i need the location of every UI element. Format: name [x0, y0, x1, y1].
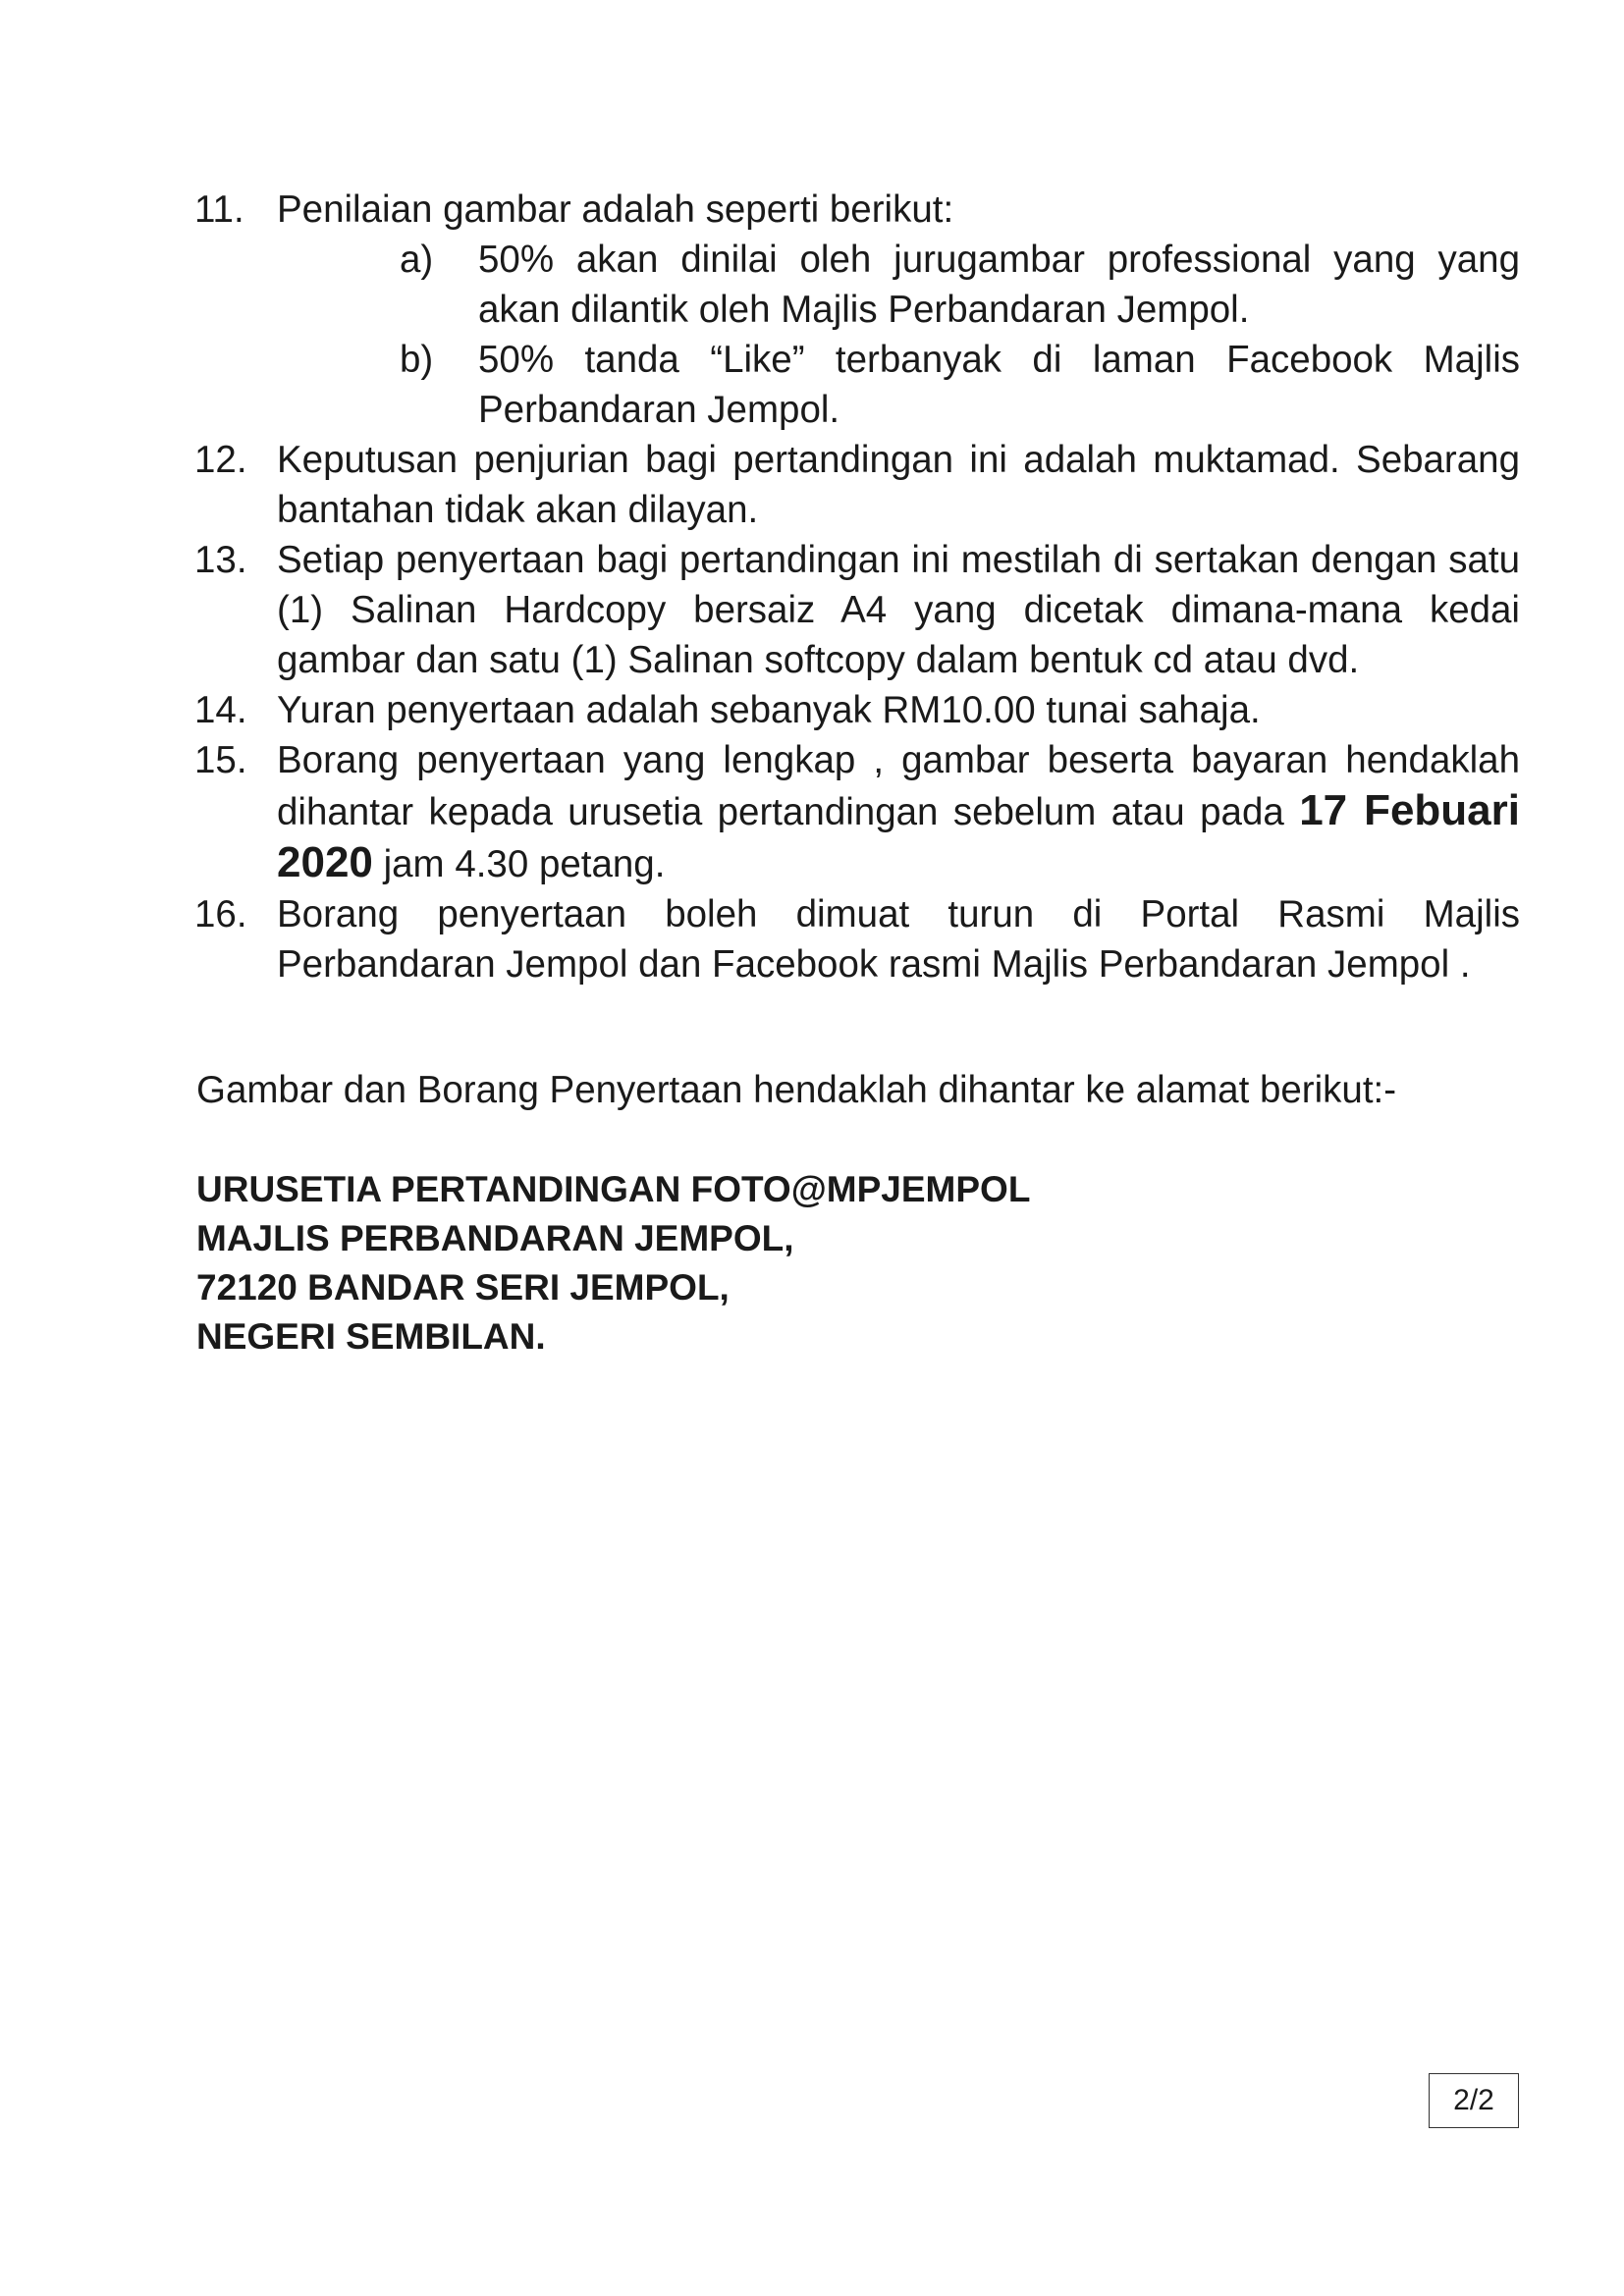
item-text-after: jam 4.30 petang. — [372, 843, 666, 885]
item-text: Keputusan penjurian bagi pertandingan ini adalah muktamad. Sebarang bantahan tidak akan dilayan. — [277, 439, 1520, 531]
sub-item-text: 50% akan dinilai oleh jurugambar professional yang yang akan dilantik oleh Majlis Perbandaran Jempol. — [478, 239, 1520, 331]
item-text: Setiap penyertaan bagi pertandingan ini mestilah di sertakan dengan satu (1) Salinan Hardcopy bersaiz A4 yang dicetak dimana-mana kedai gambar dan satu (1) Salinan softcopy dalam bentuk cd atau dvd. — [277, 539, 1520, 681]
item-text — [277, 735, 1520, 889]
list-item-14 — [194, 685, 1520, 735]
item-number: 11. — [194, 188, 244, 231]
item-number: 12. — [194, 439, 247, 481]
list-item-16 — [194, 889, 1520, 989]
rules-list — [194, 185, 1520, 989]
page-number: 2/2 — [1429, 2073, 1519, 2128]
mailing-address — [196, 1165, 1030, 1362]
item-text-before: Borang penyertaan yang lengkap , gambar beserta bayaran hendaklah dihantar kepada urusetia pertandingan sebelum atau pada — [277, 739, 1520, 833]
address-line: MAJLIS PERBANDARAN JEMPOL, — [196, 1218, 794, 1258]
item-text: Yuran penyertaan adalah sebanyak RM10.00 tunai sahaja. — [277, 689, 1261, 731]
item-text: Penilaian gambar adalah seperti berikut: — [277, 188, 954, 231]
instruction-text: Gambar dan Borang Penyertaan hendaklah dihantar ke alamat berikut:- — [196, 1069, 1397, 1111]
list-item-15 — [194, 735, 1520, 889]
sub-item-b — [400, 335, 1520, 435]
item-number: 16. — [194, 893, 247, 935]
sub-item-letter: b) — [400, 339, 434, 381]
sub-item-text: 50% tanda “Like” terbanyak di laman Facebook Majlis Perbandaran Jempol. — [478, 339, 1520, 431]
sub-list — [277, 235, 1520, 435]
list-item-11 — [194, 185, 1520, 435]
deadline-date: 17 Febuari 2020 — [277, 786, 1520, 886]
item-number: 15. — [194, 739, 247, 781]
sub-item-a — [400, 235, 1520, 335]
item-text: Borang penyertaan boleh dimuat turun di Portal Rasmi Majlis Perbandaran Jempol dan Facebook rasmi Majlis Perbandaran Jempol . — [277, 893, 1520, 986]
item-number: 14. — [194, 689, 247, 731]
address-line: URUSETIA PERTANDINGAN FOTO@MPJEMPOL — [196, 1169, 1031, 1209]
address-line: 72120 BANDAR SERI JEMPOL, — [196, 1267, 730, 1308]
address-line: NEGERI SEMBILAN. — [196, 1316, 546, 1357]
list-item-12 — [194, 435, 1520, 535]
sub-item-letter: a) — [400, 239, 434, 281]
item-number: 13. — [194, 539, 247, 581]
list-item-13 — [194, 535, 1520, 685]
